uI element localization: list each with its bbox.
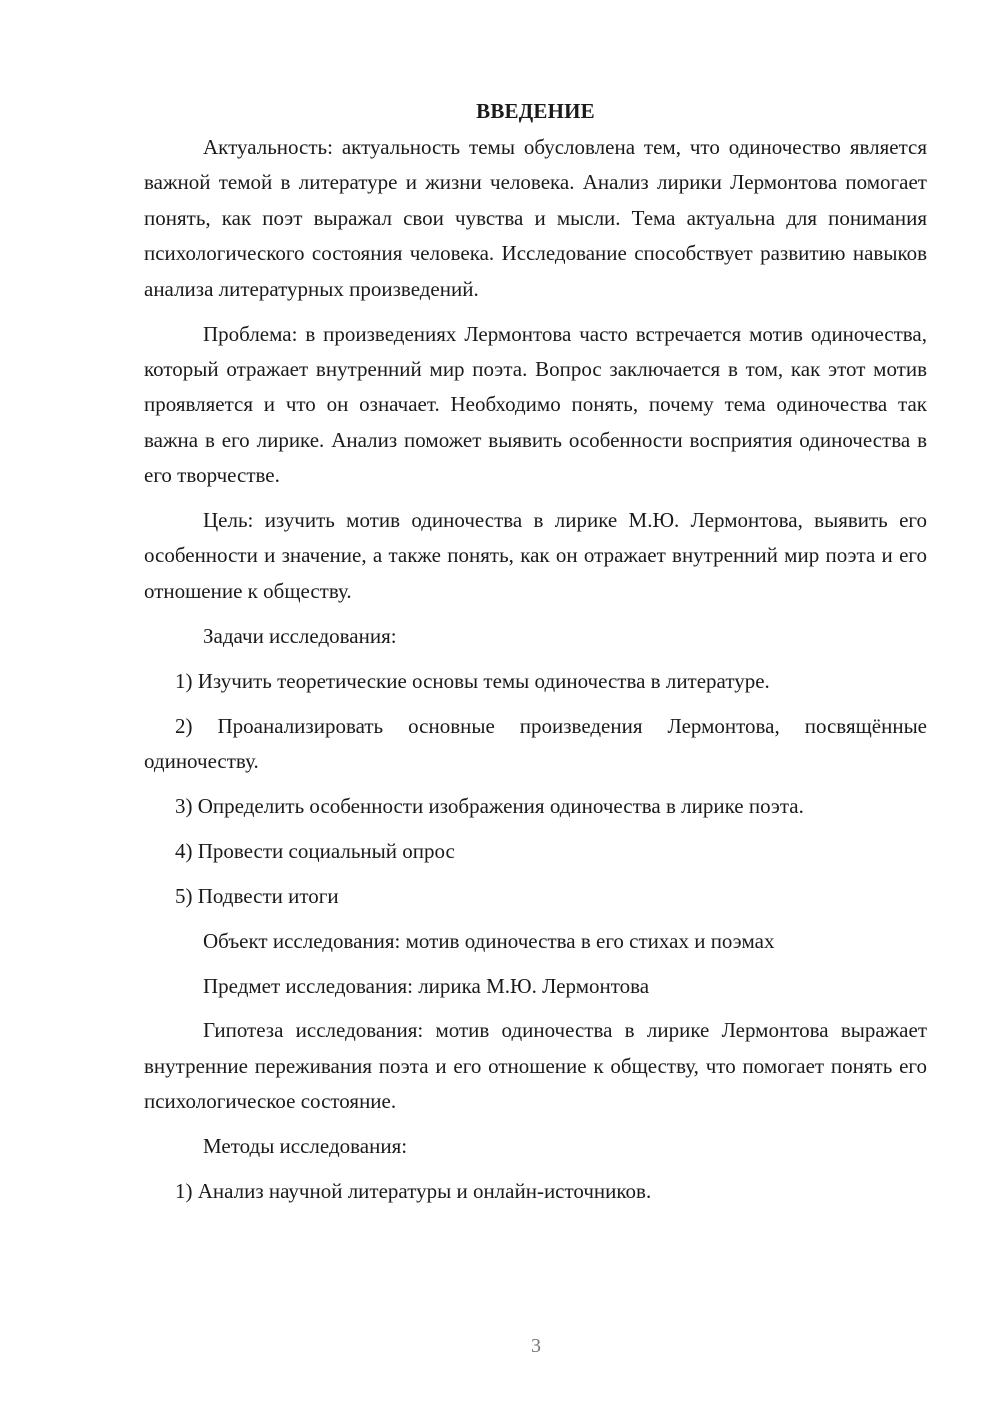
page-number: 3 bbox=[531, 1335, 541, 1357]
object-paragraph: Объект исследования: мотив одиночества в его стихах и поэмах bbox=[203, 928, 775, 953]
method-item-1: 1) Анализ научной литературы и онлайн-источников. bbox=[175, 1179, 652, 1204]
hypothesis-paragraph: Гипотеза исследования: мотив одиночества в лирике Лермонтова выражает внутренние переживания поэта и его отношение к обществу, что помогает понять его психологическое состояние. bbox=[144, 1018, 927, 1114]
task-item-2: 2) Проанализировать основные произведения Лермонтова, посвящённые одиночеству. bbox=[144, 713, 927, 773]
methods-title: Методы исследования: bbox=[203, 1134, 408, 1159]
task-item-3: 3) Определить особенности изображения одиночества в лирике поэта. bbox=[175, 793, 804, 818]
page-content bbox=[144, 96, 927, 1209]
tasks-title: Задачи исследования: bbox=[203, 623, 397, 648]
subject-paragraph: Предмет исследования: лирика М.Ю. Лермонтова bbox=[203, 973, 650, 998]
goal-paragraph: Цель: изучить мотив одиночества в лирике М.Ю. Лермонтова, выявить его особенности и значение, а также понять, как он отражает внутренний мир поэта и его отношение к обществу. bbox=[144, 508, 927, 603]
task-item-1: 1) Изучить теоретические основы темы одиночества в литературе. bbox=[175, 668, 770, 693]
task-item-4: 4) Провести социальный опрос bbox=[175, 838, 455, 863]
relevance-paragraph: Актуальность: актуальность темы обусловлена тем, что одиночество является важной темой в литературе и жизни человека. Анализ лирики Лермонтова помогает понять, как поэт выражал свои чувства и мысли. Тема актуальна для понимания психологического состояния человека. Исследование способствует развитию навыков анализа литературных произведений. bbox=[144, 135, 927, 301]
section-heading: ВВЕДЕНИЕ bbox=[476, 99, 595, 123]
task-item-5: 5) Подвести итоги bbox=[175, 883, 339, 908]
problem-paragraph: Проблема: в произведениях Лермонтова часто встречается мотив одиночества, который отражает внутренний мир поэта. Вопрос заключается в том, как этот мотив проявляется и что он означает. Необходимо понять, почему тема одиночества так важна в его лирике. Анализ поможет выявить особенности восприятия одиночества в его творчестве. bbox=[144, 321, 927, 488]
